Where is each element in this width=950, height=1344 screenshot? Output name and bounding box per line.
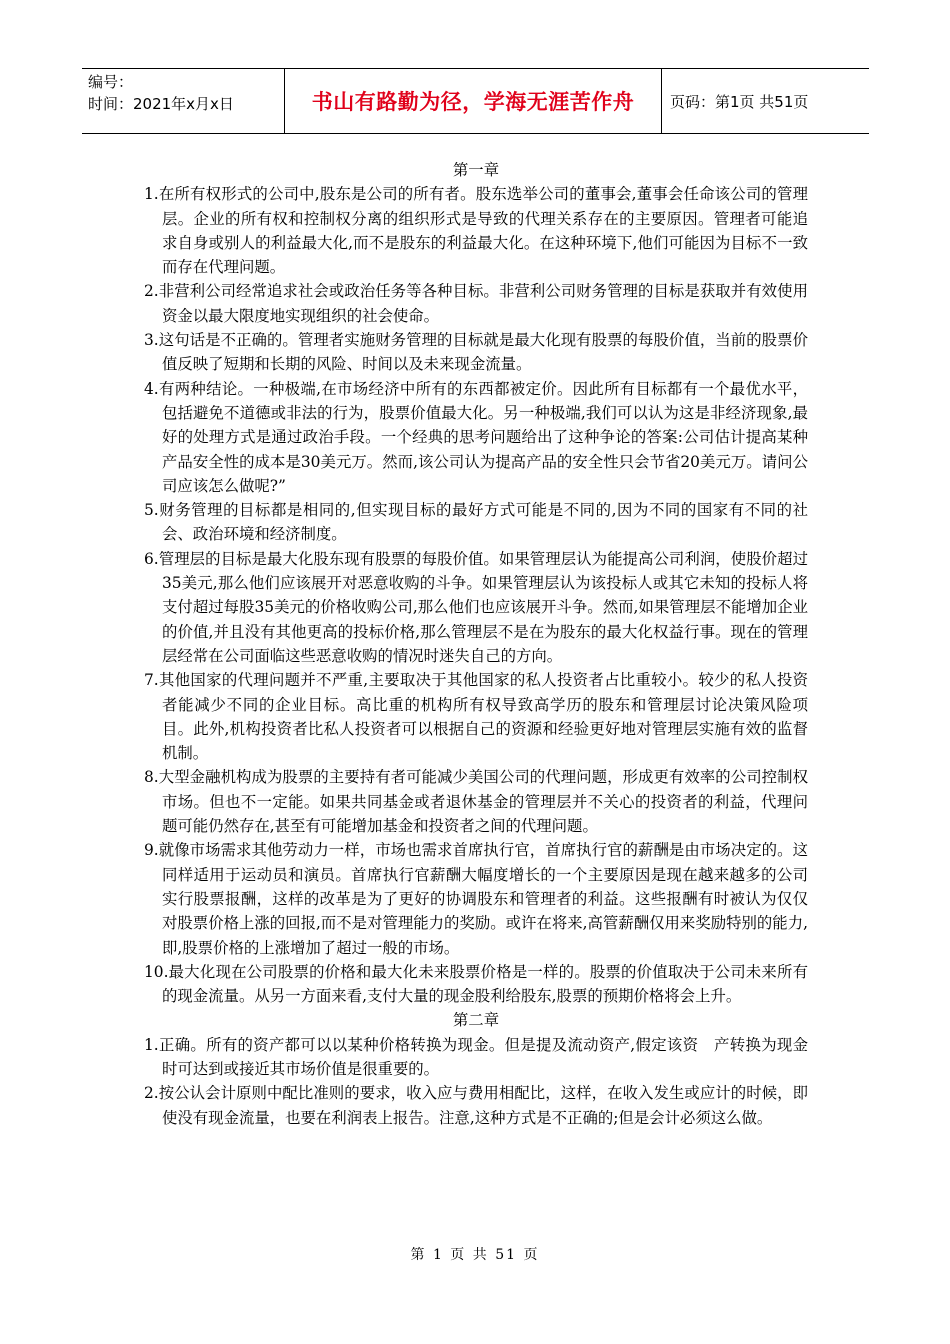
page-header bbox=[82, 68, 869, 134]
list-item: 1.在所有权形式的公司中,股东是公司的所有者。股东选举公司的董事会,董事会任命该公司的管理层。企业的所有权和控制权分离的组织形式是导致的代理关系存在的主要原因。管理者可能追求自身或别人的利益最大化,而不是股东的利益最大化。在这种环境下,他们可能因为目标不一致而存在代理问题。 bbox=[144, 185, 808, 277]
chapter-title: 第二章 bbox=[452, 1011, 500, 1030]
chapter-title: 第一章 bbox=[452, 161, 500, 179]
list-item: 5.财务管理的目标都是相同的,但实现目标的最好方式可能是不同的,因为不同的国家有不同的社会、政治环境和经济制度。 bbox=[144, 501, 808, 544]
list-item: 9.就像市场需求其他劳动力一样，市场也需求首席执行官，首席执行官的薪酬是由市场决定的。这同样适用于运动员和演员。首席执行官薪酬大幅度增长的一个主要原因是现在越来越多的公司实行股票报酬，这样的改革是为了更好的协调股东和管理者的利益。这些报酬有时被认为仅仅对股票价格上涨的回报,而不是对管理能力的奖励。或许在将来,高管薪酬仅用来奖励特别的能力,即,股票价格的上涨增加了超过一般的市场。 bbox=[144, 841, 808, 957]
list-item: 7.其他国家的代理问题并不严重,主要取决于其他国家的私人投资者占比重较小。较少的私人投资者能减少不同的企业目标。高比重的机构所有权导致高学历的股东和管理层讨论决策风险项目。此外,机构投资者比私人投资者可以根据自己的资源和经验更好地对管理层实施有效的监督机制。 bbox=[144, 671, 808, 763]
number-label: 编号： bbox=[88, 73, 134, 91]
time-label: 时间：2021年x月x日 bbox=[88, 95, 234, 113]
list-item: 3.这句话是不正确的。管理者实施财务管理的目标就是最大化现有股票的每股价值，当前的股票价值反映了短期和长期的风险、时间以及未来现金流量。 bbox=[144, 331, 808, 374]
list-item: 2.按公认会计原则中配比准则的要求，收入应与费用相配比，这样，在收入发生或应计的时候，即使没有现金流量，也要在利润表上报告。注意,这种方式是不正确的;但是会计必须这么做。 bbox=[144, 1084, 808, 1127]
header-page-info: 页码：第1页 共51页 bbox=[670, 92, 809, 111]
document-body bbox=[144, 158, 808, 1130]
list-item: 2.非营利公司经常追求社会或政治任务等各种目标。非营利公司财务管理的目标是获取并有效使用资金以最大限度地实现组织的社会使命。 bbox=[144, 282, 808, 325]
header-motto: 书山有路勤为径，学海无涯苦作舟 bbox=[285, 69, 662, 133]
list-item: 10.最大化现在公司股票的价格和最大化未来股票价格是一样的。股票的价值取决于公司未来所有的现金流量。从另一方面来看,支付大量的现金股利给股东,股票的预期价格将会上升。 bbox=[144, 962, 808, 1006]
list-item: 4.有两种结论。一种极端,在市场经济中所有的东西都被定价。因此所有目标都有一个最优水平，包括避免不道德或非法的行为，股票价值最大化。另一种极端,我们可以认为这是非经济现象,最好的处理方式是通过政治手段。一个经典的思考问题给出了这种争论的答案:公司估计提高某种产品安全性的成本是30美元万。然而,该公司认为提高产品的安全性只会节省20美元万。请问公司应该怎么做呢?” bbox=[144, 379, 808, 495]
list-item: 1.正确。所有的资产都可以以某种价格转换为现金。但是提及流动资产,假定该资 产转换为现金时可达到或接近其市场价值是很重要的。 bbox=[144, 1035, 808, 1078]
page-footer: 第 1 页 共 51 页 bbox=[410, 1247, 540, 1263]
header-meta bbox=[82, 69, 285, 133]
list-item: 8.大型金融机构成为股票的主要持有者可能减少美国公司的代理问题，形成更有效率的公司控制权市场。但也不一定能。如果共同基金或者退休基金的管理层并不关心的投资者的利益，代理问题可能仍然存在,甚至有可能增加基金和投资者之间的代理问题。 bbox=[144, 768, 808, 836]
list-item: 6.管理层的目标是最大化股东现有股票的每股价值。如果管理层认为能提高公司利润，使股价超过35美元,那么他们应该展开对恶意收购的斗争。如果管理层认为该投标人或其它未知的投标人将支付超过每股35美元的价格收购公司,那么他们也应该展开斗争。然而,如果管理层不能增加企业的价值,并且没有其他更高的投标价格,那么管理层不是在为股东的最大化权益行事。现在的管理层经常在公司面临这些恶意收购的情况时迷失自己的方向。 bbox=[144, 549, 808, 665]
